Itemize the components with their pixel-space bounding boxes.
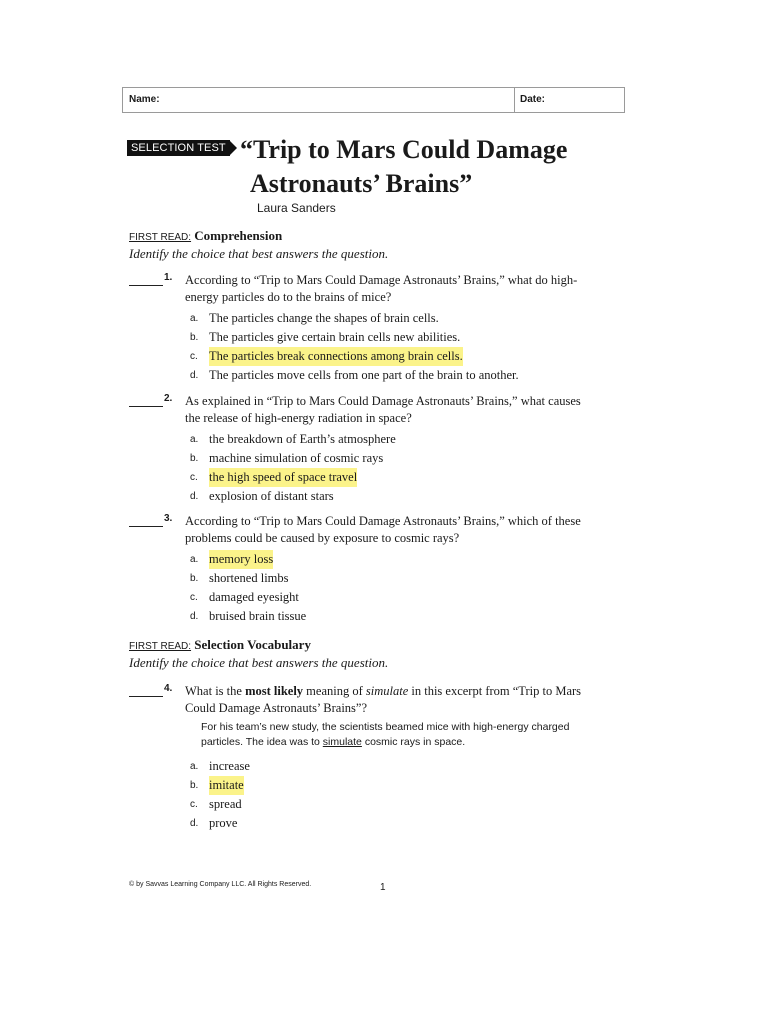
question-stem: As explained in “Trip to Mars Could Damage Astronauts’ Brains,” what causes the release of high-energy radiation in space? <box>185 394 581 425</box>
option-b: b. machine simulation of cosmic rays <box>190 451 384 465</box>
option-b: b. imitate <box>190 776 250 795</box>
question-2 <box>129 393 629 427</box>
question-stem: According to “Trip to Mars Could Damage Astronauts’ Brains,” which of these problems could be caused by exposure to cosmic rays? <box>185 514 581 545</box>
highlighted-answer: the high speed of space travel <box>209 468 357 487</box>
excerpt: For his team’s new study, the scientists beamed mice with high-energy charged particles. The idea was to simulate cosmic rays in space. <box>201 721 570 748</box>
option-d: d. prove <box>190 816 238 830</box>
question-number: 2. <box>164 393 173 404</box>
highlighted-answer: memory loss <box>209 550 273 569</box>
option-a: a. increase <box>190 759 250 773</box>
instruction: Identify the choice that best answers the question. <box>129 246 389 261</box>
page-title <box>240 133 567 201</box>
option-a: a. the breakdown of Earth’s atmosphere <box>190 432 396 446</box>
question-4-options <box>190 757 250 833</box>
highlighted-answer: imitate <box>209 776 244 795</box>
answer-blank[interactable] <box>129 683 163 697</box>
section-name: Comprehension <box>194 228 283 243</box>
option-b: b. The particles give certain brain cells new abilities. <box>190 330 461 344</box>
highlighted-answer: The particles break connections among brain cells. <box>209 347 463 366</box>
question-1 <box>129 272 629 306</box>
section-name: Selection Vocabulary <box>194 637 311 652</box>
section-heading-comprehension <box>129 228 282 244</box>
question-3-options <box>190 550 306 626</box>
option-c: c. spread <box>190 797 242 811</box>
option-b: b. shortened limbs <box>190 571 289 585</box>
question-1-options <box>190 309 519 385</box>
instruction: Identify the choice that best answers the question. <box>129 655 389 670</box>
question-number: 3. <box>164 513 173 524</box>
answer-blank[interactable] <box>129 393 163 407</box>
question-stem: What is the most likely meaning of simulate in this excerpt from “Trip to Mars Could Damage Astronauts’ Brains”? <box>185 684 582 715</box>
option-a: a. memory loss <box>190 550 306 569</box>
page-number: 1 <box>380 882 386 893</box>
divider <box>514 88 515 112</box>
section-heading-vocabulary <box>129 637 311 653</box>
arrow-icon <box>230 141 237 155</box>
option-c: c. the high speed of space travel <box>190 468 396 487</box>
title-line-1: “Trip to Mars Could Damage <box>240 135 568 164</box>
title-line-2: Astronauts’ Brains” <box>250 169 473 198</box>
question-4 <box>129 683 629 717</box>
section-kind: FIRST READ: <box>129 641 192 652</box>
author: Laura Sanders <box>257 201 336 215</box>
option-d: d. explosion of distant stars <box>190 489 334 503</box>
option-d: d. bruised brain tissue <box>190 609 307 623</box>
option-a: a. The particles change the shapes of brain cells. <box>190 311 439 325</box>
question-2-options <box>190 430 396 506</box>
answer-blank[interactable] <box>129 513 163 527</box>
date-label: Date: <box>520 94 546 105</box>
name-date-box <box>122 87 625 113</box>
option-c: c. The particles break connections among brain cells. <box>190 347 519 366</box>
selection-test-badge <box>127 139 237 157</box>
question-3 <box>129 513 629 547</box>
question-number: 4. <box>164 683 173 694</box>
option-c: c. damaged eyesight <box>190 590 299 604</box>
name-label: Name: <box>129 94 160 105</box>
section-kind: FIRST READ: <box>129 232 192 243</box>
question-stem: According to “Trip to Mars Could Damage Astronauts’ Brains,” what do high- energy particles do to the brains of mice? <box>185 273 578 304</box>
copyright-footer: © by Savvas Learning Company LLC. All Rights Reserved. <box>129 881 312 888</box>
badge-label: SELECTION TEST <box>127 140 230 156</box>
answer-blank[interactable] <box>129 272 163 286</box>
option-d: d. The particles move cells from one part of the brain to another. <box>190 368 519 382</box>
question-number: 1. <box>164 272 173 283</box>
